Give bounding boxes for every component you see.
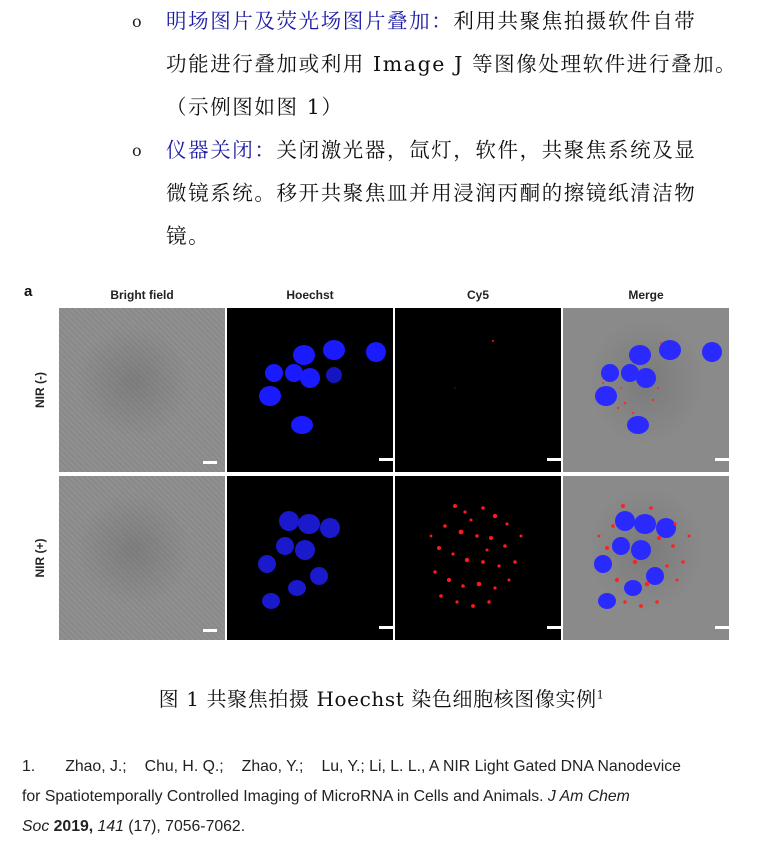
column-label: Bright field xyxy=(110,288,174,302)
panel-letter: a xyxy=(24,283,33,300)
caption-footnote-mark: 1 xyxy=(596,688,605,702)
scale-bar xyxy=(203,461,217,464)
reference-journal: Soc xyxy=(22,818,50,835)
step-text: 利用共聚焦拍摄软件自带 xyxy=(453,9,697,33)
bright-field-image xyxy=(59,476,225,640)
figure-caption xyxy=(0,683,763,712)
shutdown-step xyxy=(166,129,746,258)
hoechst-image xyxy=(227,476,393,640)
signal-svg xyxy=(395,308,561,472)
merge-svg xyxy=(563,476,729,640)
overlay-step xyxy=(166,0,746,129)
reference-journal: J Am Chem xyxy=(547,788,630,805)
bullet-marker: o xyxy=(132,12,142,31)
reference-number: 1. xyxy=(22,758,36,775)
microscopy-figure xyxy=(22,283,734,643)
cy5-image xyxy=(395,476,561,640)
merge-svg xyxy=(563,308,729,472)
step-text: 镜。 xyxy=(166,224,211,248)
step-text: 功能进行叠加或利用 Image J 等图像处理软件进行叠加。 xyxy=(166,52,738,76)
step-term: 仪器关闭： xyxy=(166,138,277,162)
nuclei-svg xyxy=(227,308,393,472)
bright-field-image xyxy=(59,308,225,472)
reference-author: Zhao, Y.; xyxy=(241,758,304,775)
caption-text: 图 1 共聚焦拍摄 Hoechst 染色细胞核图像实例 xyxy=(158,687,597,711)
row-label: NIR (+) xyxy=(33,538,47,578)
step-term: 明场图片及荧光场图片叠加： xyxy=(166,9,454,33)
reference-title: A NIR Light Gated DNA Nanodevice xyxy=(428,758,681,775)
step-text: 关闭激光器，氙灯，软件，共聚焦系统及显 xyxy=(276,138,697,162)
reference-title: for Spatiotemporally Controlled Imaging of MicroRNA in Cells and Animals. xyxy=(22,788,544,805)
reference-pages: (17), 7056-7062. xyxy=(128,818,246,835)
bullet-marker: o xyxy=(132,141,142,160)
cy5-image xyxy=(395,308,561,472)
column-label: Merge xyxy=(628,288,664,302)
reference-author: Chu, H. Q.; xyxy=(144,758,224,775)
step-text: （示例图如图 1） xyxy=(166,95,344,119)
reference-volume: 141 xyxy=(97,818,124,835)
reference-author: Zhao, J.; xyxy=(65,758,127,775)
nuclei-svg xyxy=(227,476,393,640)
row-label: NIR (-) xyxy=(33,372,47,408)
column-label: Hoechst xyxy=(286,288,334,302)
reference-entry xyxy=(22,752,747,842)
scale-bar xyxy=(203,629,217,632)
hoechst-image xyxy=(227,308,393,472)
reference-year: 2019, xyxy=(53,818,94,835)
column-label: Cy5 xyxy=(466,288,489,302)
reference-author: Lu, Y.; Li, L. L., xyxy=(321,758,426,775)
signal-svg xyxy=(395,476,561,640)
step-text: 微镜系统。移开共聚焦皿并用浸润丙酮的擦镜纸清洁物 xyxy=(166,181,697,205)
merge-image xyxy=(563,308,729,472)
merge-image xyxy=(563,476,729,640)
